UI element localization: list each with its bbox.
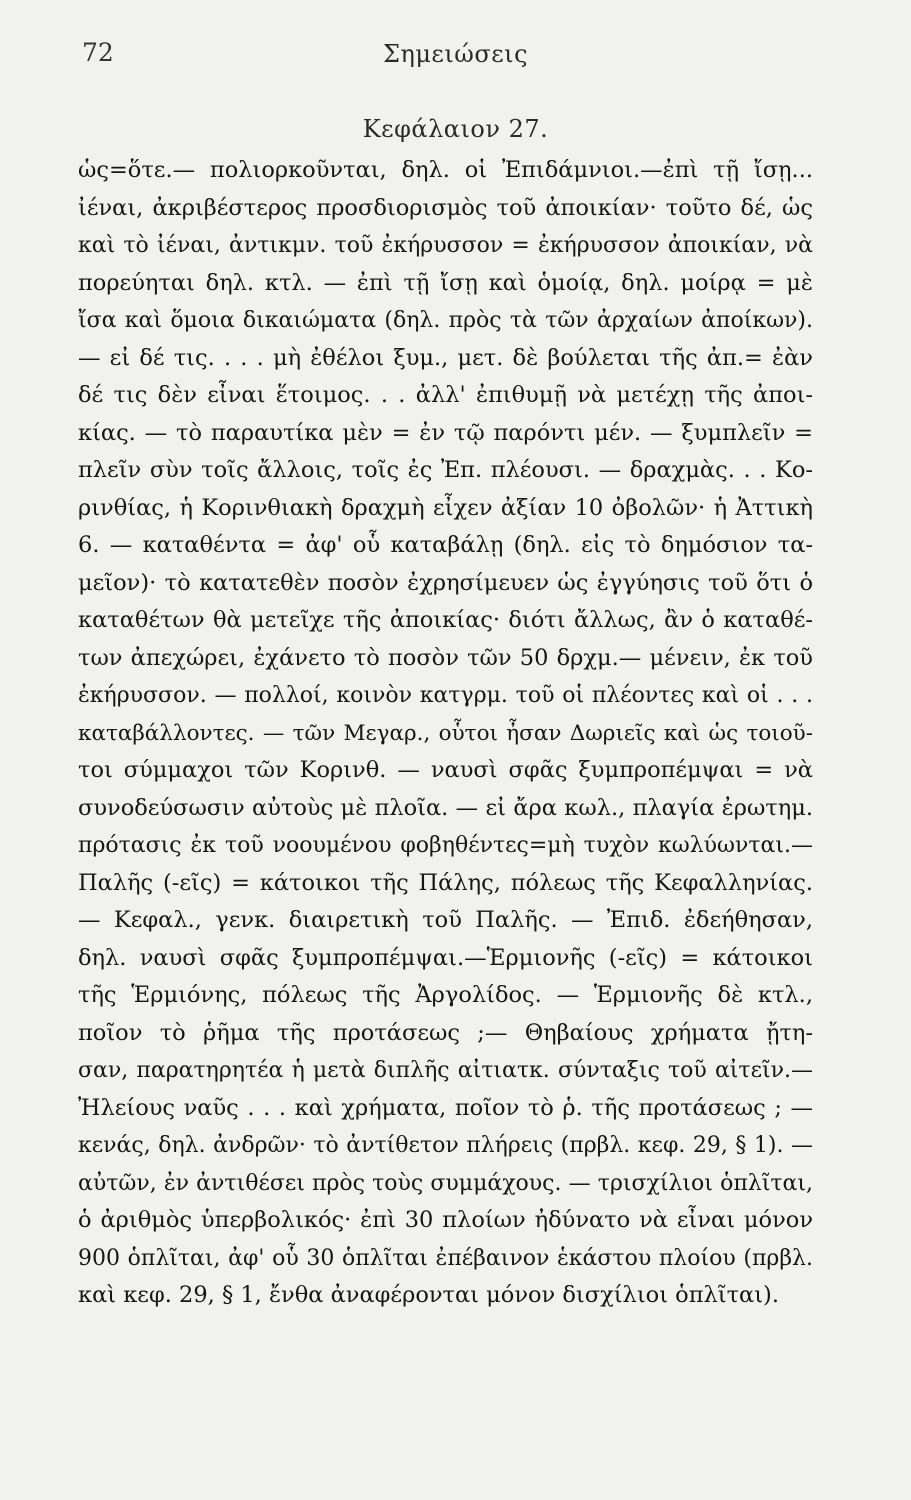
text-line: ποῖον τὸ ῥῆμα τῆς προτάσεως ;— Θηβαίους χρήματα ᾔτη- [78, 1019, 813, 1046]
text-line: δηλ. ναυσὶ σφᾶς ξυμπροπέμψαι.—Ἑρμιονῆς (-εῖς) = κάτοικοι [78, 944, 813, 971]
text-line: 6. — καταθέντα = ἀφ' οὗ καταβάλῃ (δηλ. εἰς τὸ δημόσιον τα- [78, 532, 813, 558]
text-line: ἴσα καὶ ὅμοια δικαιώματα (δηλ. πρὸς τὰ τῶν ἀρχαίων ἀποίκων). [78, 308, 813, 333]
text-line: Παλῆς (-εῖς) = κάτοικοι τῆς Πάλης, πόλεως τῆς Κεφαλληνίας. [78, 869, 813, 896]
text-line: καταθέτων θὰ μετεῖχε τῆς ἀποικίας· διότι ἄλλως, ἂν ὁ καταθέ- [78, 607, 813, 633]
text-line: ἰέναι, ἀκριβέστερος προσδιορισμὸς τοῦ ἀποικίαν· τοῦτο δέ, ὡς [78, 194, 813, 221]
text-line: μεῖον)· τὸ κατατεθὲν ποσὸν ἐχρησίμευεν ὡς ἐγγύησις τοῦ ὅτι ὁ [78, 569, 813, 596]
text-line: — Κεφαλ., γενκ. διαιρετικὴ τοῦ Παλῆς. — Ἐπιδ. ἐδεήθησαν, [78, 907, 813, 933]
text-line: καταβάλλοντες. — τῶν Μεγαρ., οὗτοι ἦσαν Δωριεῖς καὶ ὡς τοιοῦ- [78, 720, 813, 746]
text-line: πλεῖν σὺν τοῖς ἄλλοις, τοῖς ἐς Ἐπ. πλέουσι. — δραχμὰς. . . Κο- [78, 457, 813, 483]
text-line: των ἀπεχώρει, ἐχάνετο τὸ ποσὸν τῶν 50 δρχμ.— μένειν, ἐκ τοῦ [78, 644, 813, 671]
page-number: 72 [82, 38, 114, 67]
text-line: ὡς=ὅτε.— πολιορκοῦνται, δηλ. οἱ Ἐπιδάμνιοι.—ἐπὶ τῇ ἴσῃ... [78, 157, 813, 183]
running-head: Σημειώσεις [382, 40, 529, 68]
text-line: συνοδεύσωσιν αὐτοὺς μὲ πλοῖα. — εἰ ἄρα κωλ., πλαγία ἐρωτημ. [78, 794, 813, 821]
text-line: — εἰ δέ τις. . . . μὴ ἐθέλοι ξυμ., μετ. δὲ βούλεται τῆς ἀπ.= ἐὰν [78, 344, 813, 371]
text-line: ἐκήρυσσον. — πολλοί, κοινὸν κατγρμ. τοῦ οἱ πλέοντες καὶ οἱ . . . [78, 683, 813, 708]
text-line: κενάς, δηλ. ἀνδρῶν· τὸ ἀντίθετον πλήρεις (πρβλ. κεφ. 29, § 1). — [78, 1133, 813, 1158]
text-line: Ἠλείους ναῦς . . . καὶ χρήματα, ποῖον τὸ ῥ. τῆς προτάσεως ; — [78, 1094, 813, 1121]
text-line: κίας. — τὸ παραυτίκα μὲν = ἐν τῷ παρόντι μέν. — ξυμπλεῖν = [78, 419, 813, 446]
text-line: σαν, παρατηρητέα ἡ μετὰ διπλῆς αἰτιατκ. σύνταξις τοῦ αἰτεῖν.— [78, 1058, 813, 1083]
text-line: τῆς Ἑρμιόνης, πόλεως τῆς Ἀργολίδος. — Ἑρμιονῆς δὲ κτλ., [78, 982, 813, 1008]
text-line: δέ τις δὲν εἶναι ἕτοιμος. . . ἀλλ' ἐπιθυμῇ νὰ μετέχῃ τῆς ἀποι- [78, 382, 813, 408]
text-line: πορεύηται δηλ. κτλ. — ἐπὶ τῇ ἴσῃ καὶ ὁμοίᾳ, δηλ. μοίρᾳ = μὲ [78, 269, 813, 296]
text-line: καὶ τὸ ἰέναι, ἀντικμν. τοῦ ἐκήρυσσον = ἐκήρυσσον ἀποικίαν, νὰ [78, 233, 813, 258]
text-line: ὁ ἀριθμὸς ὑπερβολικός· ἐπὶ 30 πλοίων ἠδύνατο νὰ εἶναι μόνον [78, 1207, 813, 1233]
text-line: 900 ὁπλῖται, ἀφ' οὗ 30 ὁπλῖται ἐπέβαινον ἑκάστου πλοίου (πρβλ. [78, 1245, 813, 1271]
notes-body [78, 152, 813, 1315]
text-line: τοι σύμμαχοι τῶν Κορινθ. — ναυσὶ σφᾶς ξυμπροπέμψαι = νὰ [78, 757, 813, 783]
chapter-title: Κεφάλαιον 27. [362, 115, 549, 143]
text-line: ρινθίας, ἡ Κορινθιακὴ δραχμὴ εἶχεν ἀξίαν 10 ὀβολῶν· ἡ Ἀττικὴ [78, 494, 813, 521]
text-line: πρότασις ἐκ τοῦ νοουμένου φοβηθέντες=μὴ τυχὸν κωλύωνται.— [78, 833, 813, 858]
text-line: αὐτῶν, ἐν ἀντιθέσει πρὸς τοὺς συμμάχους. — τρισχίλιοι ὁπλῖται, [78, 1170, 813, 1196]
text-line: καὶ κεφ. 29, § 1, ἔνθα ἀναφέρονται μόνον δισχίλιοι ὁπλῖται). [78, 1282, 779, 1308]
